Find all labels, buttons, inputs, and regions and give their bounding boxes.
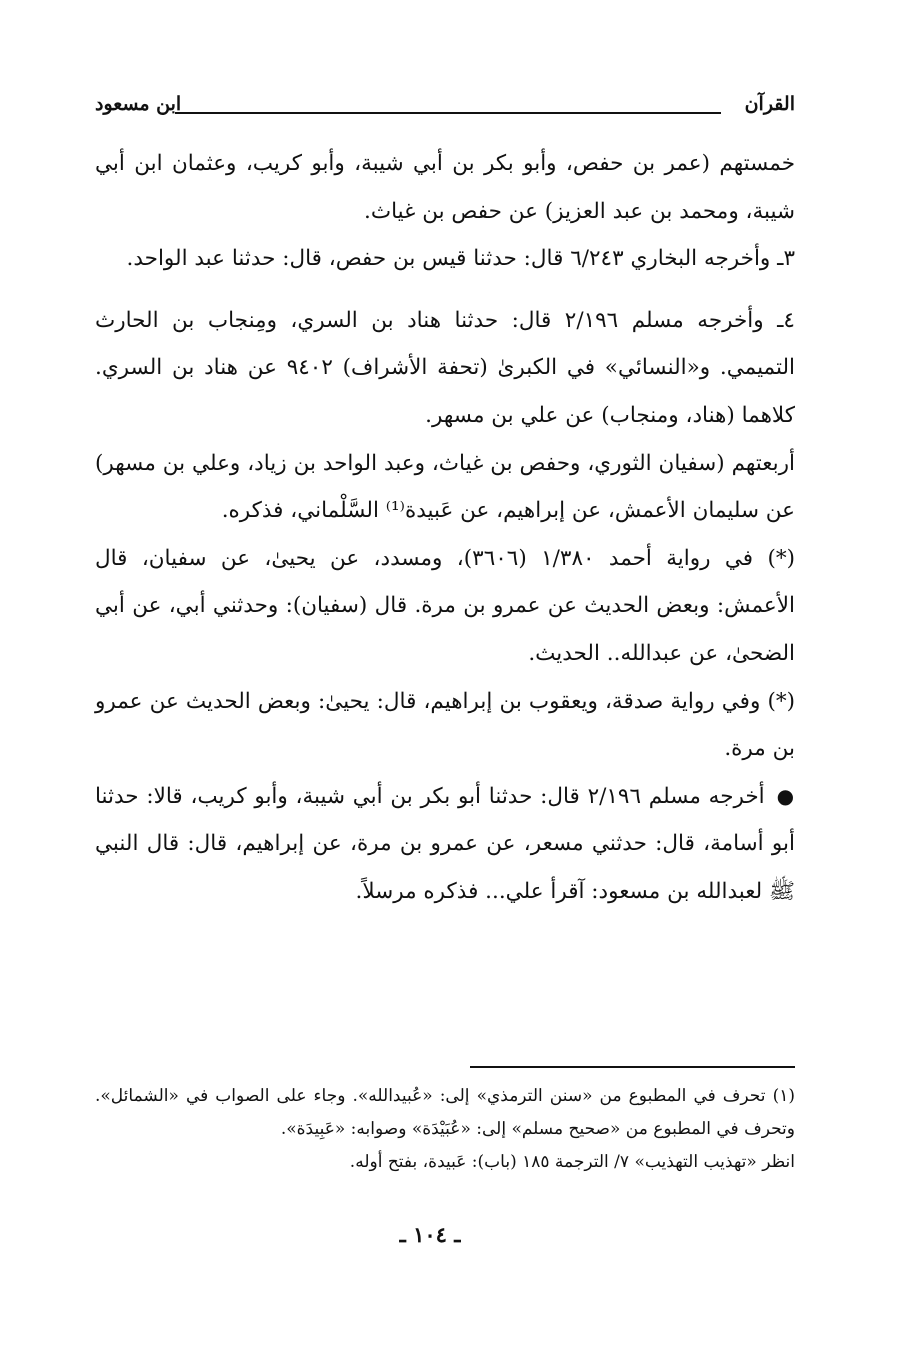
header-rule [175,112,721,114]
paragraph-3: ٤ـ وأخرجه مسلم ٢/١٩٦ قال: حدثنا هناد بن السري، ومِنجاب بن الحارث التميمي. و«النسائي» في الكبرىٰ (تحفة الأشراف) ٩٤٠٢ عن هناد بن السري. كلاهما (هناد، ومنجاب) عن علي بن مسهر. [95,307,795,428]
footnote-1: (١) تحرف في المطبوع من «سنن الترمذي» إلى: «عُبيدالله». وجاء على الصواب في «الشمائل». وتحرف في المطبوع من «صحيح مسلم» إلى: «عُبَيْدَة» وصوابه: «عَبِيدَة». [95,1086,795,1139]
paragraph-5: (*) في رواية أحمد ١/٣٨٠ (٣٦٠٦)، ومسدد، عن يحيىٰ، عن سفيان، قال الأعمش: وبعض الحديث عن عمرو بن مرة. قال (سفيان): وحدثني أبي، عن أبي الضحىٰ، عن عبدالله.. الحديث. [95,545,795,666]
paragraph-6: (*) وفي رواية صدقة، ويعقوب بن إبراهيم، قال: يحيىٰ: وبعض الحديث عن عمرو بن مرة. [95,688,795,762]
header-chapter-title: ابن مسعود [95,93,182,115]
paragraph-1: خمستهم (عمر بن حفص، وأبو بكر بن أبي شيبة، وأبو كريب، وعثمان ابن أبي شيبة، ومحمد بن عبد العزيز) عن حفص بن غياث. [95,151,795,224]
paragraph-7-text: أخرجه مسلم ٢/١٩٦ قال: حدثنا أبو بكر بن أبي شيبة، وأبو كريب، قالا: حدثنا أبو أسامة، قال: حدثني مسعر، عن عمرو بن مرة، عن إبراهيم، قال: قال النبي ﷺ لعبدالله بن مسعود: آقرأ علي... فذكره مرسلاً. [95,783,795,904]
footnote-1-continued: انظر «تهذيب التهذيب» ٧/ الترجمة ١٨٥ (باب): عَبيدة، بفتح أوله. [349,1152,795,1172]
bullet-icon: ● [776,783,795,808]
page-number: ـ ١٠٤ ـ [399,1222,461,1247]
running-header [95,93,795,123]
footnote-separator [470,1066,795,1068]
main-text [95,140,795,916]
paragraph-2: ٣ـ وأخرجه البخاري ٦/٢٤٣ قال: حدثنا قيس بن حفص، قال: حدثنا عبد الواحد. [126,246,795,272]
paragraph-4: أربعتهم (سفيان الثوري، وحفص بن غياث، وعبد الواحد بن زياد، وعلي بن مسهر) عن سليمان الأعمش، عن إبراهيم، عن عَبيدة⁽¹⁾ السَّلْماني، فذكره. [95,450,795,524]
header-section-title: القرآن [744,93,795,115]
footnotes [95,1080,795,1179]
paragraph-7 [95,773,795,916]
